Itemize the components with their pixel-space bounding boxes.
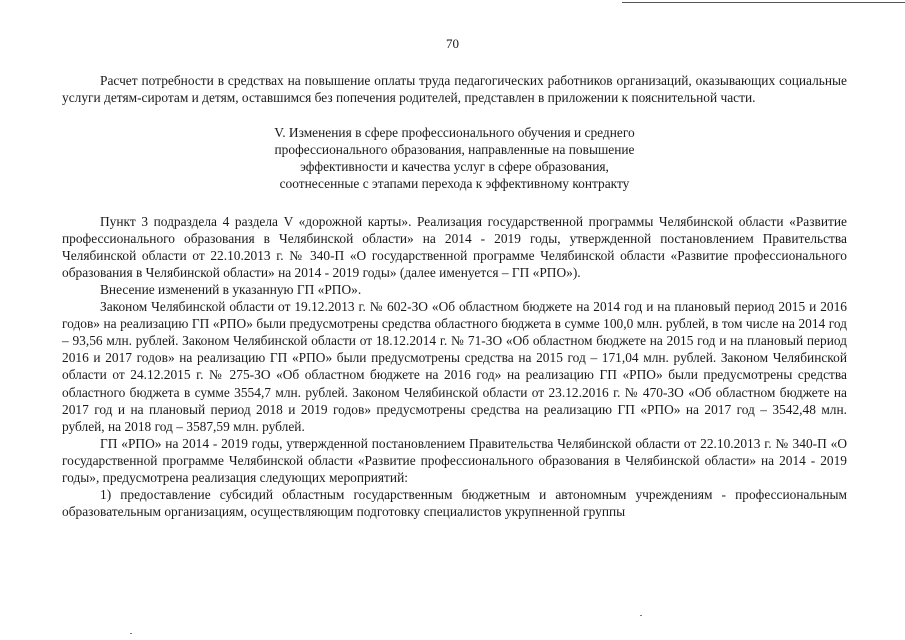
section-heading <box>235 124 675 192</box>
top-rule <box>622 2 905 3</box>
section-heading-line-2: профессионального образования, направленные на повышение <box>274 142 635 158</box>
page-number: 70 <box>446 36 459 51</box>
body-paragraph-roadmap-item: Пункт 3 подраздела 4 раздела V «дорожной карты». Реализация государственной программы Челябинской области «Развитие профессионального образования в Челябинской области» на 2014 - 2019 годы, утвержденной постановлением Правительства Челябинской области от 22.10.2013 г. № 340-П «О государственной программе Челябинской области «Развитие профессионального образования в Челябинской области» на 2014 - 2019 годы» (далее именуется – ГП «РПО»). <box>62 213 847 280</box>
body-paragraph-measure-1: 1) предоставление субсидий областным государственным бюджетным и автономным учреждениям - профессиональным образовательным организациям, осуществляющим подготовку специалистов укрупненной группы <box>62 487 847 520</box>
intro-paragraph: Расчет потребности в средствах на повышение оплаты труда педагогических работников организаций, оказывающих социальные услуги детям-сиротам и детям, оставшимся без попечения родителей, представлен в приложении к пояснительной части. <box>62 73 847 106</box>
body-paragraph-budget-laws: Законом Челябинской области от 19.12.2013 г. № 602-ЗО «Об областном бюджете на 2014 год и на плановый период 2015 и 2016 годов» на реализацию ГП «РПО» были предусмотрены средства областного бюджета в сумме 100,0 млн. рублей, в том числе на 2014 год – 93,56 млн. рублей. Законом Челябинской области от 18.12.2014 г. № 71-ЗО «Об областном бюджете на 2015 год и на плановый период 2016 и 2017 годов» на реализацию ГП «РПО» были предусмотрены средства на 2015 год – 171,04 млн. рублей. Законом Челябинской области от 24.12.2015 г. № 275-ЗО «Об областном бюджете на 2016 год» на реализацию ГП «РПО» были предусмотрены средства областного бюджета в сумме 3554,7 млн. рублей. Законом Челябинской области от 23.12.2016 г. № 470-ЗО «Об областном бюджете на 2017 год и на плановый период 2018 и 2019 годов» предусмотрены средства на реализацию ГП «РПО» на 2017 год – 3542,48 млн. рублей, на 2018 год – 3587,59 млн. рублей. <box>62 299 847 434</box>
document-body <box>62 72 847 520</box>
body-paragraph-program-measures: ГП «РПО» на 2014 - 2019 годы, утвержденной постановлением Правительства Челябинской области от 22.10.2013 г. № 340-П «О государственной программе Челябинской области «Развитие профессионального образования в Челябинской области» на 2014 - 2019 годы», предусмотрена реализация следующих мероприятий: <box>62 435 847 485</box>
section-heading-line-4: соотнесенные с этапами перехода к эффективному контракту <box>279 176 630 192</box>
section-heading-line-1: V. Изменения в сфере профессионального обучения и среднего <box>274 125 635 141</box>
section-heading-line-3: эффективности и качества услуг в сфере образования, <box>300 159 609 175</box>
body-paragraph-amendments: Внесение изменений в указанную ГП «РПО». <box>100 281 362 297</box>
scan-speck <box>130 633 132 634</box>
scan-speck <box>640 615 642 616</box>
